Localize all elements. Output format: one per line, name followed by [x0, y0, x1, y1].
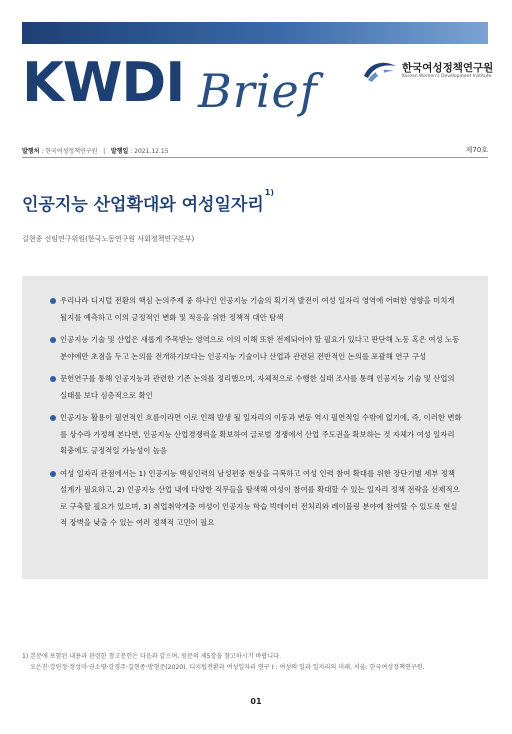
institute-logo [362, 58, 494, 84]
footnote-line-2: 오은진·강민정·정성미·권소영·강경주·길현종·방형준(2020). 디지털전환과 여성일자리 연구 Ⅰ : 여성의 일과 일자리의 미래. 서울: 한국여성정책연구원. [30, 664, 425, 671]
institute-emblem-icon [362, 58, 398, 84]
date-label: 발행일 [110, 148, 129, 155]
footnote [22, 651, 425, 673]
publication-meta: 발행처 : 한국여성정책연구원 | 발행일 : 2021.12.15 제70호 [22, 146, 488, 155]
bullet-icon [50, 415, 56, 421]
document-title [22, 190, 274, 215]
publisher-label: 발행처 [22, 148, 40, 155]
summary-item: 인공지능 기술 및 산업은 새롭게 주목받는 영역으로 이의 이해 또한 전제되어야 할 필요가 있다고 판단해 노동 혹은 여성 노동 분야에만 초점을 두고 논의를 전개하기보다는 인공지능 기술이나 산업과 관련된 전반적인 논의를 포괄해 연구 구성 [50, 332, 464, 365]
summary-item: 문헌연구를 통해 인공지능과 관련한 기존 논의를 정리했으며, 자체적으로 수행한 실태 조사를 통해 인공지능 기술 및 산업의 실태를 보다 심층적으로 확인 [50, 371, 464, 404]
summary-box [22, 276, 488, 579]
brief-logo-script: Brief [198, 64, 318, 118]
publisher-value: 한국여성정책연구원 [45, 148, 98, 155]
document-title-text: 인공지능 산업확대와 여성일자리 [22, 195, 264, 215]
bullet-icon [50, 298, 56, 304]
date-value: 2021.12.15 [134, 148, 169, 155]
institute-name-english: Korean Women's Development Institute [402, 74, 492, 79]
header-color-bar [22, 22, 488, 44]
summary-item: 여성 일자리 관점에서는 1) 인공지능 핵심인력의 남성편중 현상을 극복하고 여성 인력 참여 확대를 위한 장단기별 세부 정책 설계가 필요하고, 2) 인공지능 산업 내에 다양한 직무들을 탐색해 여성이 참여를 확대할 수 있는 일자리 정책 전략을 선제적으로 구축할 필요가 있으며, 3) 취업취약계층 여성이 인공지능 학습 빅데이터 전처리와 레이블링 분야에 참여할 수 있도록 현실적 장벽을 낮출 수 있는 여러 정책적 고민이 필요 [50, 466, 464, 532]
bullet-icon [50, 337, 56, 343]
summary-item: 인공지능 활용이 필연적인 흐름이라면 이로 인해 발생 될 일자리의 이동과 변동 역시 필연적일 수밖에 없기에, 즉, 이러한 변화를 상수라 가정해 본다면, 인공지능 산업경쟁력을 확보하여 글로벌 경쟁에서 산업 주도권을 확보하는 것 자체가 여성 일자리 획충에도 긍정적일 가능성이 높음 [50, 410, 464, 460]
institute-name: 한국여성정책연구원 [402, 62, 494, 74]
header-divider [22, 157, 488, 158]
page-number: 01 [250, 697, 262, 706]
bullet-icon [50, 376, 56, 382]
footnote-line-1: 1) 본문에 포함된 내용과 관련한 참고문헌은 다음과 같으며, 원문의 제5장을 참고하시기 바랍니다. [22, 653, 282, 660]
author-line: 길현종 선임연구위원(한국노동연구원 사회정책연구본부) [22, 235, 195, 243]
issue-number: 제70호 [465, 146, 488, 154]
bullet-icon [50, 471, 56, 477]
title-footnote-mark: 1) [264, 188, 274, 197]
summary-list [22, 276, 488, 532]
kwdi-logo: KWDI [22, 51, 185, 114]
summary-item: 우리나라 디지털 전환의 핵심 논의주제 중 하나인 인공지능 기술의 획기적 발전이 여성 일자리 영역에 어떠한 영향을 미치게 될지를 예측하고 이의 긍정적인 변화 및 적응을 위한 정책적 대안 탐색 [50, 293, 464, 326]
